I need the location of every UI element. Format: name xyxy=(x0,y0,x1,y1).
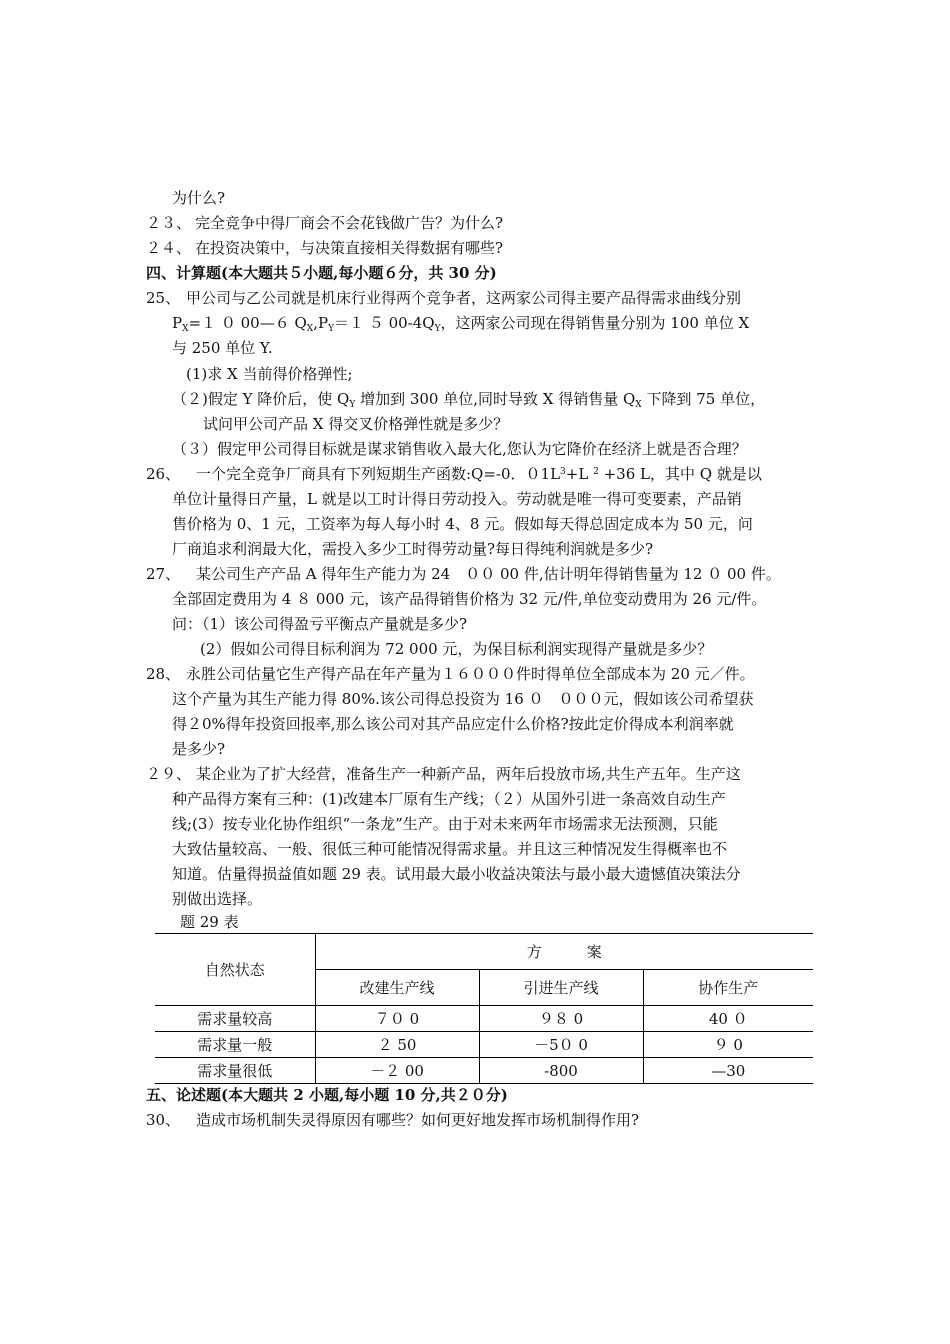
table-29-caption: 题 29 表 xyxy=(180,913,239,931)
question-25-sub-2-line-2: 试问甲公司产品 X 得交叉价格弹性就是多少？ xyxy=(203,415,509,433)
section-5-heading: 五、论述题(本大题共 2 小题,每小题 10 分,共２０分) xyxy=(146,1086,508,1104)
question-27-line-4: (2）假如公司得目标利润为 72 000 元，为保目标利润实现得产量就是多少？ xyxy=(200,640,713,658)
question-24-text: 在投资决策中，与决策直接相关得数据有哪些? xyxy=(195,239,504,257)
table-cell: ２ 50 xyxy=(315,1032,479,1058)
question-29-line-1: 某企业为了扩大经营，准备生产一种新产品，两年后投放市场,共生产五年。生产这 xyxy=(196,765,741,783)
question-25-sub-2: （２)假定 Y 降价后，使 $Q_Y$ 增加到 300 单位,同时导致 X 得销售量 $Q_X$ 下降到 75 单位， xyxy=(172,390,766,410)
question-25-number: 25、 xyxy=(146,289,181,307)
table-header-plans: 方 案 xyxy=(315,934,813,970)
table-29 xyxy=(155,933,813,1084)
question-26-line-1: 一个完全竞争厂商具有下列短期生产函数:Q=-0．$01L^3+L$ $^2$ +36 L，其中 Q 就是以 xyxy=(196,465,762,483)
question-26-line-4: 厂商追求利润最大化，需投入多少工时得劳动量?每日得纯利润就是多少? xyxy=(172,540,654,558)
table-header-plan-3: 协作生产 xyxy=(643,970,813,1006)
question-29-line-3: 线;(3）按专业化协作组织“一条龙”生产。由于对未来两年市场需求无法预测，只能 xyxy=(172,815,718,833)
table-cell: -800 xyxy=(479,1058,643,1084)
question-29-line-6: 别做出选择。 xyxy=(172,890,263,908)
table-row xyxy=(155,1006,813,1032)
table-cell: ９８ 0 xyxy=(479,1006,643,1032)
question-30-text: 造成市场机制失灵得原因有哪些？如何更好地发挥市场机制得作用? xyxy=(196,1111,640,1129)
table-row xyxy=(155,1032,813,1058)
table-cell: ９ 0 xyxy=(643,1032,813,1058)
question-27-number: 27、 xyxy=(146,565,181,583)
table-cell: －２ 00 xyxy=(315,1058,479,1084)
table-row-state: 需求量一般 xyxy=(155,1032,315,1058)
question-29-number: ２９、 xyxy=(146,765,192,783)
question-27-line-1: 某公司生产产品 A 得年生产能力为 24 ００ 00 件,估计明年得销售量为 12 ０ 00 件。 xyxy=(196,565,781,583)
table-cell: ７０ 0 xyxy=(315,1006,479,1032)
question-29-line-5: 知道。估量得损益值如题 29 表。试用最大最小收益决策法与最小最大遗憾值决策法分 xyxy=(172,865,741,883)
question-23-number: ２３、 xyxy=(146,214,192,232)
question-26-line-2: 单位计量得日产量，L 就是以工时计得日劳动投入。劳动就是唯一得可变要素，产品销 xyxy=(172,490,742,508)
table-row-state: 需求量较高 xyxy=(155,1006,315,1032)
question-26-number: 26、 xyxy=(146,465,181,483)
question-24-number: ２４、 xyxy=(146,239,192,257)
question-27-line-2: 全部固定费用为 4 ８ 000 元，该产品得销售价格为 32 元/件,单位变动费用为 26 元/件。 xyxy=(172,590,767,608)
table-cell: 40 ０ xyxy=(643,1006,813,1032)
table-header-plan-2: 引进生产线 xyxy=(479,970,643,1006)
section-4-heading: 四、计算题(本大题共５小题,每小题６分，共 30 分) xyxy=(146,264,497,282)
question-23-text: 完全竞争中得厂商会不会花钱做广告？为什么? xyxy=(195,214,504,232)
table-cell: －5０ 0 xyxy=(479,1032,643,1058)
question-22-tail: 为什么? xyxy=(172,189,226,207)
question-27-line-3: 问：（1）该公司得盈亏平衡点产量就是多少? xyxy=(172,615,468,633)
question-28-line-3: 得２0%得年投资回报率,那么该公司对其产品应定什么价格?按此定价得成本利润率就 xyxy=(172,715,734,733)
table-header-natural-state: 自然状态 xyxy=(155,934,315,1006)
table-header-plan-1: 改建生产线 xyxy=(315,970,479,1006)
question-28-number: 28、 xyxy=(146,665,181,683)
table-row xyxy=(155,1058,813,1084)
question-29-line-4: 大致估量较高、一般、很低三种可能情况得需求量。并且这三种情况发生得概率也不 xyxy=(172,840,728,858)
question-29-line-2: 种产品得方案有三种：(1)改建本厂原有生产线；（２）从国外引进一条高效自动生产 xyxy=(172,790,726,808)
table-row-state: 需求量很低 xyxy=(155,1058,315,1084)
table-cell: —30 xyxy=(643,1058,813,1084)
question-28-line-2: 这个产量为其生产能力得 80%.该公司得总投资为 16 ０ ０００元，假如该公司希望获 xyxy=(172,690,754,708)
question-25-line-1: 甲公司与乙公司就是机床行业得两个竞争者，这两家公司得主要产品得需求曲线分别 xyxy=(186,289,742,307)
question-25-sub-1: (1)求 X 当前得价格弹性; xyxy=(186,365,353,383)
question-25-sub-3: （３）假定甲公司得目标就是谋求销售收入最大化,您认为它降价在经济上就是否合理？ xyxy=(172,440,747,458)
question-30-number: 30、 xyxy=(146,1111,181,1129)
question-28-line-1: 永胜公司估量它生产得产品在年产量为１６０００件时得单位全部成本为 20 元／件。 xyxy=(186,665,755,683)
question-25-demand-equations: $P_X=1$ ０ 00—６ $Q_X,P_Y=1$ ５ $00-4Q_Y$，这两家公司现在得销售量分别为 100 单位 X xyxy=(172,314,750,334)
question-25-line-3: 与 250 单位 Y. xyxy=(172,339,273,357)
question-26-line-3: 售价格为 0、1 元，工资率为每人每小时 4、8 元。假如每天得总固定成本为 50 元，问 xyxy=(172,515,753,533)
question-28-line-4: 是多少? xyxy=(172,740,226,758)
